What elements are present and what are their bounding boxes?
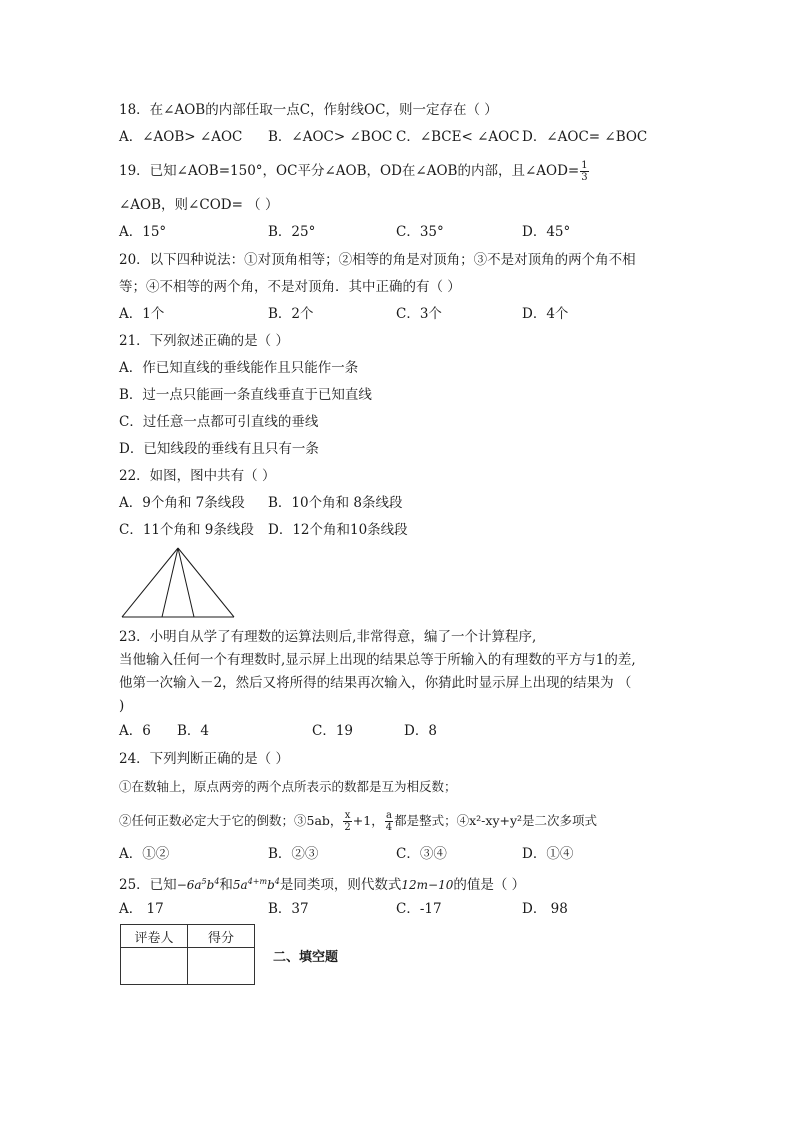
q19-fraction-numerator: 1 bbox=[581, 160, 588, 171]
q23-option-a: A．6 bbox=[119, 723, 151, 739]
q23-option-b: B．4 bbox=[177, 723, 210, 739]
q22-option-a: A．9个角和 7条线段 bbox=[119, 495, 245, 511]
q23-line1: 23．小明自从学了有理数的运算法则后,非常得意，编了一个计算程序, bbox=[119, 629, 537, 645]
q25-expression: 12m−10 bbox=[401, 878, 454, 892]
q19-stem-part1: 19．已知∠AOB=150°，OC平分∠AOB，OD在∠AOB的内部，且∠AOD= bbox=[119, 163, 580, 179]
q24-item2 bbox=[119, 810, 597, 833]
q18-option-b: B．∠AOC> ∠BOC bbox=[268, 129, 393, 145]
q21-option-a: A．作已知直线的垂线能作且只能作一条 bbox=[119, 360, 359, 376]
q23-line2: 当他输入任何一个有理数时,显示屏上出现的结果总等于所输入的有理数的平方与1的差, bbox=[119, 652, 636, 668]
q18-stem: 18．在∠AOB的内部任取一点C，作射线OC，则一定存在（ ） bbox=[119, 102, 498, 118]
q25-term2-exponent-a: 4+m bbox=[247, 877, 268, 886]
q20-option-d: D．4个 bbox=[522, 306, 569, 322]
q25-option-a: A． 17 bbox=[119, 901, 164, 917]
q25-stem-part2: 和 bbox=[219, 877, 233, 893]
q18-option-c: C．∠BCE< ∠AOC bbox=[396, 129, 520, 145]
q20-stem-line1: 20．以下四种说法：①对顶角相等；②相等的角是对顶角；③不是对顶角的两个角不相 bbox=[119, 252, 636, 268]
q21-stem: 21．下列叙述正确的是（ ） bbox=[119, 333, 289, 349]
q20-option-c: C．3个 bbox=[396, 306, 442, 322]
q24-fraction-x-over-2 bbox=[343, 810, 351, 833]
q19-stem-line1 bbox=[119, 160, 590, 183]
q25-term1 bbox=[177, 878, 220, 892]
q22-option-c: C．11个角和 9条线段 bbox=[119, 522, 254, 538]
q24-item2-part3: 都是整式；④x²-xy+y²是二次多项式 bbox=[394, 813, 598, 828]
q23-option-d: D．8 bbox=[404, 723, 437, 739]
section-title-fill-in: 二、填空题 bbox=[273, 950, 339, 965]
q19-fraction bbox=[580, 160, 588, 183]
q24-fraction-a-over-4 bbox=[385, 810, 393, 833]
q22-option-b: B．10个角和 8条线段 bbox=[268, 495, 403, 511]
q24-fraction2-numerator: a bbox=[385, 810, 392, 821]
q19-option-d: D．45° bbox=[522, 224, 571, 240]
q22-option-d: D．12个角和10条线段 bbox=[268, 522, 408, 538]
q25-term2-b: b bbox=[267, 878, 275, 892]
score-table-grader-cell bbox=[121, 948, 188, 985]
score-table-score-cell bbox=[188, 948, 255, 985]
q24-fraction2-denominator: 4 bbox=[385, 822, 393, 833]
q20-option-a: A．1个 bbox=[119, 306, 165, 322]
q25-option-d: D． 98 bbox=[522, 901, 568, 917]
q20-stem-line2: 等；④不相等的两个角，不是对顶角．其中正确的有（ ） bbox=[119, 279, 461, 295]
q24-option-a: A．①② bbox=[119, 846, 170, 862]
q23-option-c: C．19 bbox=[312, 723, 354, 739]
q21-option-b: B．过一点只能画一条直线垂直于已知直线 bbox=[119, 387, 372, 403]
q24-option-d: D．①④ bbox=[522, 846, 574, 862]
q25-stem-part4: 的值是（ ） bbox=[453, 877, 526, 893]
q21-option-d: D．已知线段的垂线有且只有一条 bbox=[119, 441, 319, 457]
q25-term2-exponent-b: 4 bbox=[274, 877, 280, 886]
q24-fraction1-denominator: 2 bbox=[344, 822, 351, 833]
q24-stem: 24．下列判断正确的是（ ） bbox=[119, 751, 289, 767]
q18-option-a: A．∠AOB> ∠AOC bbox=[119, 129, 243, 145]
score-table bbox=[120, 924, 255, 985]
q25-term1-base: −6a bbox=[176, 878, 202, 892]
q25-term1-b: b bbox=[206, 878, 215, 892]
q19-fraction-denominator: 3 bbox=[581, 172, 588, 183]
q20-option-b: B．2个 bbox=[268, 306, 314, 322]
q25-term2 bbox=[233, 878, 280, 892]
q25-option-b: B．37 bbox=[268, 901, 309, 917]
q25-term1-exponent-b: 4 bbox=[214, 877, 220, 886]
q19-stem-part2: ∠AOB，则∠COD= （ ） bbox=[119, 197, 279, 213]
q24-item1: ①在数轴上，原点两旁的两个点所表示的数都是互为相反数； bbox=[119, 779, 457, 794]
score-table-header-score: 得分 bbox=[188, 925, 255, 948]
q19-option-b: B．25° bbox=[268, 224, 316, 240]
score-table-header-grader: 评卷人 bbox=[121, 925, 188, 948]
q25-stem-part3: 是同类项，则代数式 bbox=[279, 877, 402, 893]
q23-line3: 他第一次输入－2，然后又将所得的结果再次输入，你猜此时显示屏上出现的结果为 （ bbox=[119, 675, 632, 691]
q19-option-c: C．35° bbox=[396, 224, 444, 240]
q23-line4: ) bbox=[119, 698, 125, 714]
q25-term1-exponent-a: 5 bbox=[201, 877, 207, 886]
q24-item2-part2: +1， bbox=[352, 813, 384, 828]
q24-option-b: B．②③ bbox=[268, 846, 319, 862]
q25-option-c: C．-17 bbox=[396, 901, 442, 917]
q18-option-d: D．∠AOC= ∠BOC bbox=[522, 129, 648, 145]
q24-item2-part1: ②任何正数必定大于它的倒数；③5ab， bbox=[119, 813, 343, 828]
q19-option-a: A．15° bbox=[119, 224, 167, 240]
q25-term2-base: 5a bbox=[232, 878, 248, 892]
q25-stem-part1: 25．已知 bbox=[119, 877, 177, 893]
q24-fraction1-numerator: x bbox=[344, 810, 351, 821]
q21-option-c: C．过任意一点都可引直线的垂线 bbox=[119, 414, 319, 430]
q25-stem bbox=[119, 873, 525, 894]
q22-triangle-figure bbox=[118, 545, 240, 621]
q22-stem: 22．如图，图中共有（ ） bbox=[119, 468, 276, 484]
q24-option-c: C．③④ bbox=[396, 846, 447, 862]
